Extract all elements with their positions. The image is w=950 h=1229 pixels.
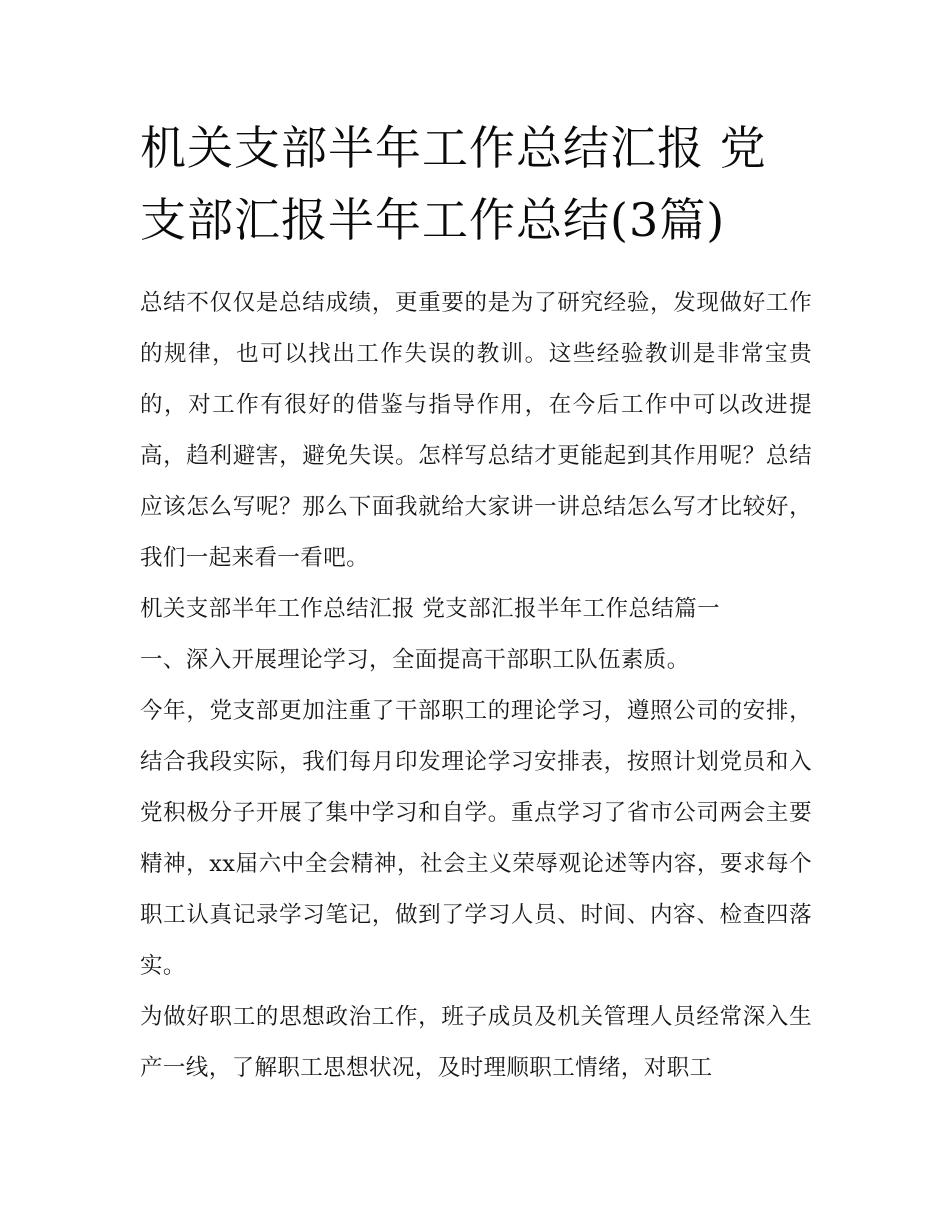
intro-paragraph: 总结不仅仅是总结成绩，更重要的是为了研究经验，发现做好工作的规律，也可以找出工作失误的教训。这些经验教训是非常宝贵的，对工作有很好的借鉴与指导作用，在今后工作中可以改进提高，趋利避害，避免失误。怎样写总结才更能起到其作用呢？总结应该怎么写呢？那么下面我就给大家讲一讲总结怎么写才比较好，我们一起来看一看吧。 <box>140 290 812 571</box>
subsection-heading: 一、深入开展理论学习，全面提高干部职工队伍素质。 <box>140 647 690 673</box>
document-body <box>140 278 812 1094</box>
section-heading: 机关支部半年工作总结汇报 党支部汇报半年工作总结篇一 <box>140 596 721 622</box>
document-title: 机关支部半年工作总结汇报 党支部汇报半年工作总结(3篇) <box>140 121 767 247</box>
body-paragraph: 为做好职工的思想政治工作，班子成员及机关管理人员经常深入生产一线，了解职工思想状况，及时理顺职工情绪，对职工 <box>140 1004 812 1081</box>
body-paragraph: 今年，党支部更加注重了干部职工的理论学习，遵照公司的安排，结合我段实际，我们每月印发理论学习安排表，按照计划党员和入党积极分子开展了集中学习和自学。重点学习了省市公司两会主要精神，xx届六中全会精神，社会主义荣辱观论述等内容，要求每个职工认真记录学习笔记，做到了学习人员、时间、内容、检查四落实。 <box>140 698 812 979</box>
document-content <box>140 112 812 1094</box>
